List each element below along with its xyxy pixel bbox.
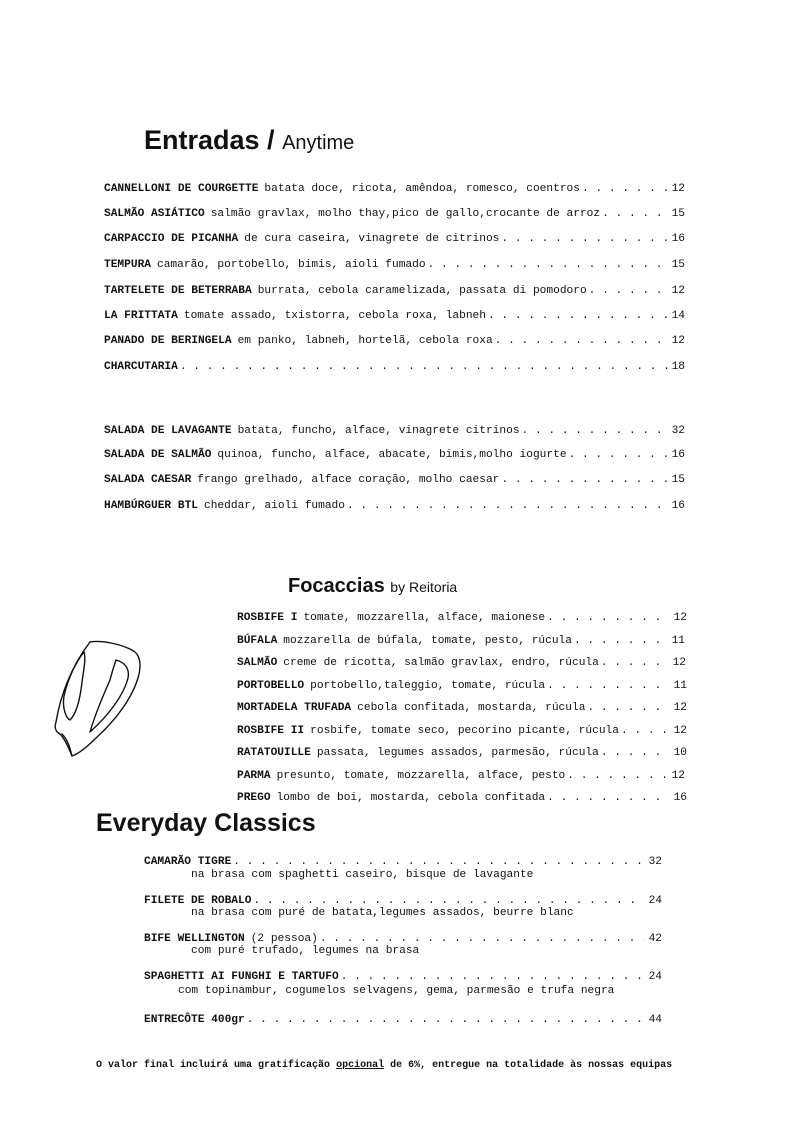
menu-item-desc: cheddar, aioli fumado bbox=[204, 500, 345, 512]
menu-item-price: 14 bbox=[671, 310, 685, 322]
classics-title: Everyday Classics bbox=[96, 809, 316, 837]
menu-item-price: 42 bbox=[648, 933, 662, 945]
menu-item-price: 12 bbox=[673, 702, 687, 714]
menu-item-price: 44 bbox=[648, 1014, 662, 1026]
menu-item bbox=[104, 183, 685, 195]
menu-item-note: (2 pessoa) bbox=[250, 933, 318, 945]
menu-item-price: 16 bbox=[671, 449, 685, 461]
menu-item bbox=[104, 285, 685, 297]
menu-item-name: SPAGHETTI AI FUNGHI E TARTUFO bbox=[144, 971, 339, 983]
menu-item-desc: salmão gravlax, molho thay,pico de gallo,crocante de arroz bbox=[210, 208, 601, 220]
menu-item-price: 24 bbox=[648, 895, 662, 907]
menu-item bbox=[237, 770, 685, 782]
entradas-heading bbox=[144, 125, 354, 156]
menu-item-price: 11 bbox=[671, 635, 685, 647]
menu-item-name: PANADO DE BERINGELA bbox=[104, 335, 232, 347]
menu-item bbox=[144, 933, 662, 945]
menu-item bbox=[237, 702, 687, 714]
menu-item-name: ROSBIFE I bbox=[237, 612, 298, 624]
menu-item-desc: camarão, portobello, bimis, aioli fumado bbox=[157, 259, 426, 271]
menu-item-desc: com puré trufado, legumes na brasa bbox=[191, 945, 420, 957]
menu-item-price: 16 bbox=[673, 792, 687, 804]
menu-item-name: TARTELETE DE BETERRABA bbox=[104, 285, 252, 297]
menu-item-desc: presunto, tomate, mozzarella, alface, pesto bbox=[276, 770, 566, 782]
menu-item-desc: batata, funcho, alface, vinagrete citrinos bbox=[237, 425, 520, 437]
focaccias-heading bbox=[288, 575, 457, 598]
menu-item-name: SALMÃO ASIÁTICO bbox=[104, 208, 205, 220]
menu-item-desc: mozzarella de búfala, tomate, pesto, rúcula bbox=[283, 635, 572, 647]
menu-item-name: ROSBIFE II bbox=[237, 725, 305, 737]
menu-item-price: 12 bbox=[671, 335, 685, 347]
menu-item bbox=[104, 361, 685, 373]
menu-item-desc: cebola confitada, mostarda, rúcula bbox=[357, 702, 586, 714]
menu-item-price: 16 bbox=[671, 233, 685, 245]
menu-item-name: LA FRITTATA bbox=[104, 310, 178, 322]
menu-item bbox=[104, 425, 685, 437]
menu-item bbox=[104, 233, 685, 245]
menu-item-name: CAMARÃO TIGRE bbox=[144, 856, 232, 868]
menu-item-name: SALADA CAESAR bbox=[104, 474, 192, 486]
menu-item bbox=[237, 657, 686, 669]
menu-item-desc: na brasa com puré de batata,legumes assados, beurre blanc bbox=[191, 907, 574, 919]
menu-item-price: 12 bbox=[671, 285, 685, 297]
menu-item-name: PARMA bbox=[237, 770, 271, 782]
menu-item-desc: frango grelhado, alface coração, molho caesar bbox=[197, 474, 500, 486]
menu-item-price: 15 bbox=[671, 259, 685, 271]
menu-item-price: 16 bbox=[671, 500, 685, 512]
menu-item-desc: lombo de boi, mostarda, cebola confitada bbox=[276, 792, 546, 804]
menu-item-desc: em panko, labneh, hortelã, cebola roxa bbox=[237, 335, 493, 347]
menu-item-price: 12 bbox=[672, 657, 686, 669]
footer-text-underlined: opcional bbox=[336, 1060, 385, 1071]
focaccias-title: Focaccias bbox=[288, 575, 385, 597]
menu-item-price: 12 bbox=[673, 612, 687, 624]
menu-item-desc: burrata, cebola caramelizada, passata di pomodoro bbox=[257, 285, 587, 297]
menu-item-name: PORTOBELLO bbox=[237, 680, 305, 692]
menu-item-name: CANNELLONI DE COURGETTE bbox=[104, 183, 259, 195]
menu-item bbox=[144, 971, 662, 983]
menu-item-name: BÚFALA bbox=[237, 635, 278, 647]
menu-item bbox=[104, 500, 685, 512]
menu-item-price: 12 bbox=[671, 183, 685, 195]
menu-item-price: 12 bbox=[673, 725, 687, 737]
menu-item-desc: de cura caseira, vinagrete de citrinos bbox=[244, 233, 500, 245]
menu-item-desc: rosbife, tomate seco, pecorino picante, rúcula bbox=[310, 725, 619, 737]
menu-item-name: CHARCUTARIA bbox=[104, 361, 178, 373]
menu-item-desc: creme de ricotta, salmão gravlax, endro, rúcula bbox=[283, 657, 599, 669]
menu-item-price: 32 bbox=[648, 856, 662, 868]
menu-item-price: 12 bbox=[671, 770, 685, 782]
menu-item bbox=[237, 680, 687, 692]
menu-item-desc: tomate assado, txistorra, cebola roxa, labneh bbox=[183, 310, 486, 322]
reitoria-logo-icon bbox=[50, 638, 142, 758]
menu-item-price: 15 bbox=[671, 208, 685, 220]
menu-item-desc: com topinambur, cogumelos selvagens, gema, parmesão e trufa negra bbox=[178, 985, 615, 997]
menu-item-price: 32 bbox=[671, 425, 685, 437]
menu-item-name: SALADA DE SALMÃO bbox=[104, 449, 212, 461]
menu-item bbox=[144, 1014, 662, 1026]
menu-item-name: ENTRECÔTE 400gr bbox=[144, 1014, 245, 1026]
menu-item-desc: na brasa com spaghetti caseiro, bisque de lavagante bbox=[191, 869, 534, 881]
menu-item-name: SALMÃO bbox=[237, 657, 278, 669]
menu-item-name: SALADA DE LAVAGANTE bbox=[104, 425, 232, 437]
menu-item-price: 10 bbox=[673, 747, 687, 759]
menu-item-desc: portobello,taleggio, tomate, rúcula bbox=[310, 680, 546, 692]
menu-item-name: CARPACCIO DE PICANHA bbox=[104, 233, 239, 245]
menu-item-desc: passata, legumes assados, parmesão, rúcula bbox=[316, 747, 599, 759]
footer-text-before: O valor final incluirá uma gratificação bbox=[96, 1060, 331, 1071]
menu-item-desc: quinoa, funcho, alface, abacate, bimis,molho iogurte bbox=[217, 449, 567, 461]
menu-item-name: BIFE WELLINGTON bbox=[144, 933, 245, 945]
menu-item-price: 18 bbox=[671, 361, 685, 373]
menu-item-price: 24 bbox=[648, 971, 662, 983]
menu-item-name: MORTADELA TRUFADA bbox=[237, 702, 352, 714]
classics-heading bbox=[96, 809, 316, 838]
footer-note bbox=[96, 1060, 672, 1071]
menu-item bbox=[237, 635, 685, 647]
menu-item bbox=[144, 856, 662, 868]
menu-item-desc: batata doce, ricota, amêndoa, romesco, coentros bbox=[264, 183, 580, 195]
menu-item bbox=[104, 259, 685, 271]
menu-item bbox=[104, 474, 685, 486]
menu-item-desc: tomate, mozzarella, alface, maionese bbox=[303, 612, 546, 624]
menu-item bbox=[104, 208, 685, 220]
menu-item-name: PREGO bbox=[237, 792, 271, 804]
menu-item-price: 15 bbox=[671, 474, 685, 486]
menu-item-name: HAMBÚRGUER BTL bbox=[104, 500, 198, 512]
menu-item-name: FILETE DE ROBALO bbox=[144, 895, 252, 907]
menu-item-price: 11 bbox=[673, 680, 687, 692]
focaccias-subtitle: by Reitoria bbox=[390, 579, 458, 595]
menu-item bbox=[104, 310, 685, 322]
entradas-subtitle: Anytime bbox=[282, 132, 355, 154]
menu-item bbox=[237, 792, 687, 804]
menu-item bbox=[237, 612, 687, 624]
footer-text-after: de 6%, entregue na totalidade às nossas equipas bbox=[390, 1060, 673, 1071]
menu-item bbox=[144, 895, 662, 907]
menu-item-name: RATATOUILLE bbox=[237, 747, 311, 759]
menu-item bbox=[104, 335, 685, 347]
menu-item bbox=[237, 747, 687, 759]
entradas-title: Entradas / bbox=[144, 125, 275, 155]
menu-item-name: TEMPURA bbox=[104, 259, 151, 271]
menu-item bbox=[104, 449, 685, 461]
menu-item bbox=[237, 725, 687, 737]
